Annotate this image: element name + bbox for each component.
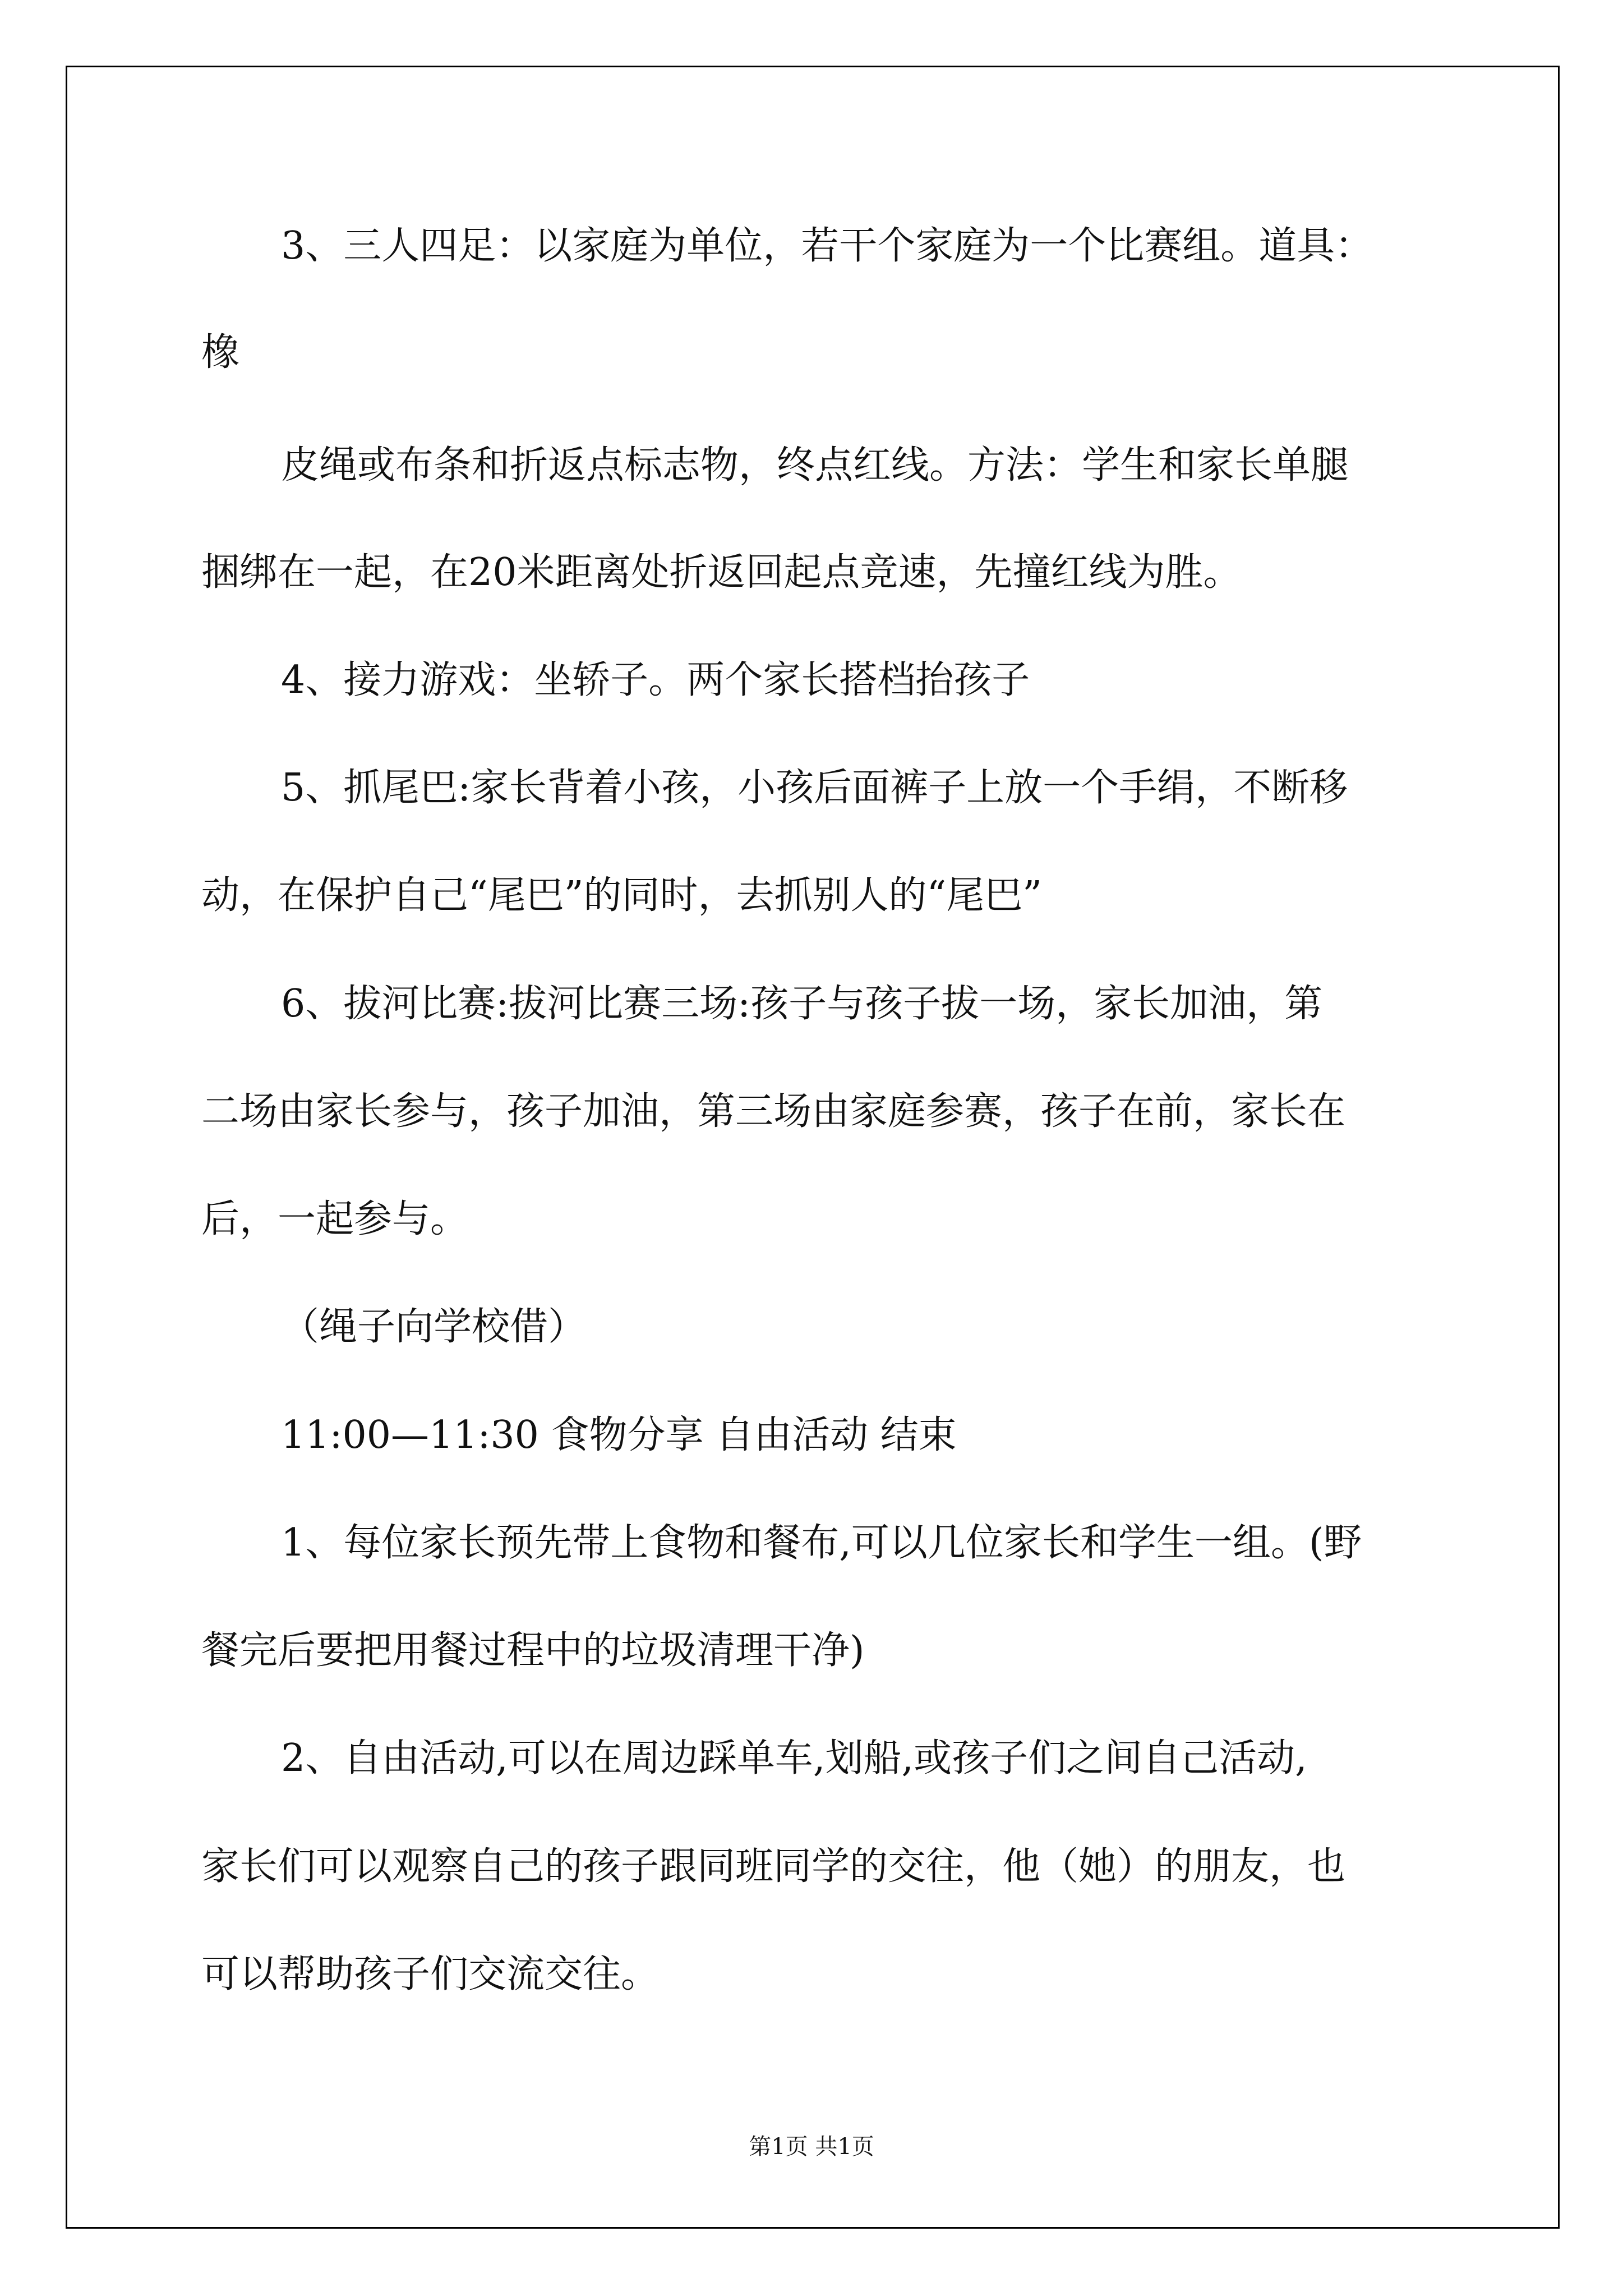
text-line: 4、接力游戏：坐轿子。两个家长搭档抬孩子 xyxy=(281,658,1030,702)
text-line: 5、抓尾巴:家长背着小孩，小孩后面裤子上放一个手绢，不断移 xyxy=(281,766,1348,810)
text-line: 捆绑在一起，在20米距离处折返回起点竞速，先撞红线为胜。 xyxy=(201,550,1242,595)
text-line: 后，一起参与。 xyxy=(201,1197,469,1241)
text-line: 餐完后要把用餐过程中的垃圾清理干净) xyxy=(201,1628,865,1673)
text-line: 2、自由活动,可以在周边踩单车,划船,或孩子们之间自己活动, xyxy=(281,1736,1307,1780)
text-line: 6、拔河比赛:拔河比赛三场:孩子与孩子拔一场，家长加油，第 xyxy=(281,982,1323,1026)
text-line: 动，在保护自己“尾巴”的同时，去抓别人的“尾巴” xyxy=(201,873,1043,918)
page-border xyxy=(66,66,1560,2229)
text-line: 1、每位家长预先带上食物和餐布,可以几位家长和学生一组。(野 xyxy=(281,1521,1362,1565)
text-line: 家长们可以观察自己的孩子跟同班同学的交往，他（她）的朋友，也 xyxy=(201,1844,1346,1889)
text-line: 皮绳或布条和折返点标志物，终点红线。方法：学生和家长单腿 xyxy=(281,443,1349,487)
page-number-footer: 第1页 共1页 xyxy=(749,2134,874,2160)
text-line: 11:00—11:30 食物分享 自由活动 结束 xyxy=(281,1413,957,1457)
text-line: 可以帮助孩子们交流交往。 xyxy=(201,1952,660,1996)
text-line: 橡 xyxy=(201,330,240,375)
text-line: （绳子向学校借） xyxy=(281,1305,587,1349)
text-line: 二场由家长参与，孩子加油，第三场由家庭参赛，孩子在前，家长在 xyxy=(201,1089,1346,1134)
text-line: 3、三人四足：以家庭为单位，若干个家庭为一个比赛组。道具： xyxy=(281,224,1373,268)
